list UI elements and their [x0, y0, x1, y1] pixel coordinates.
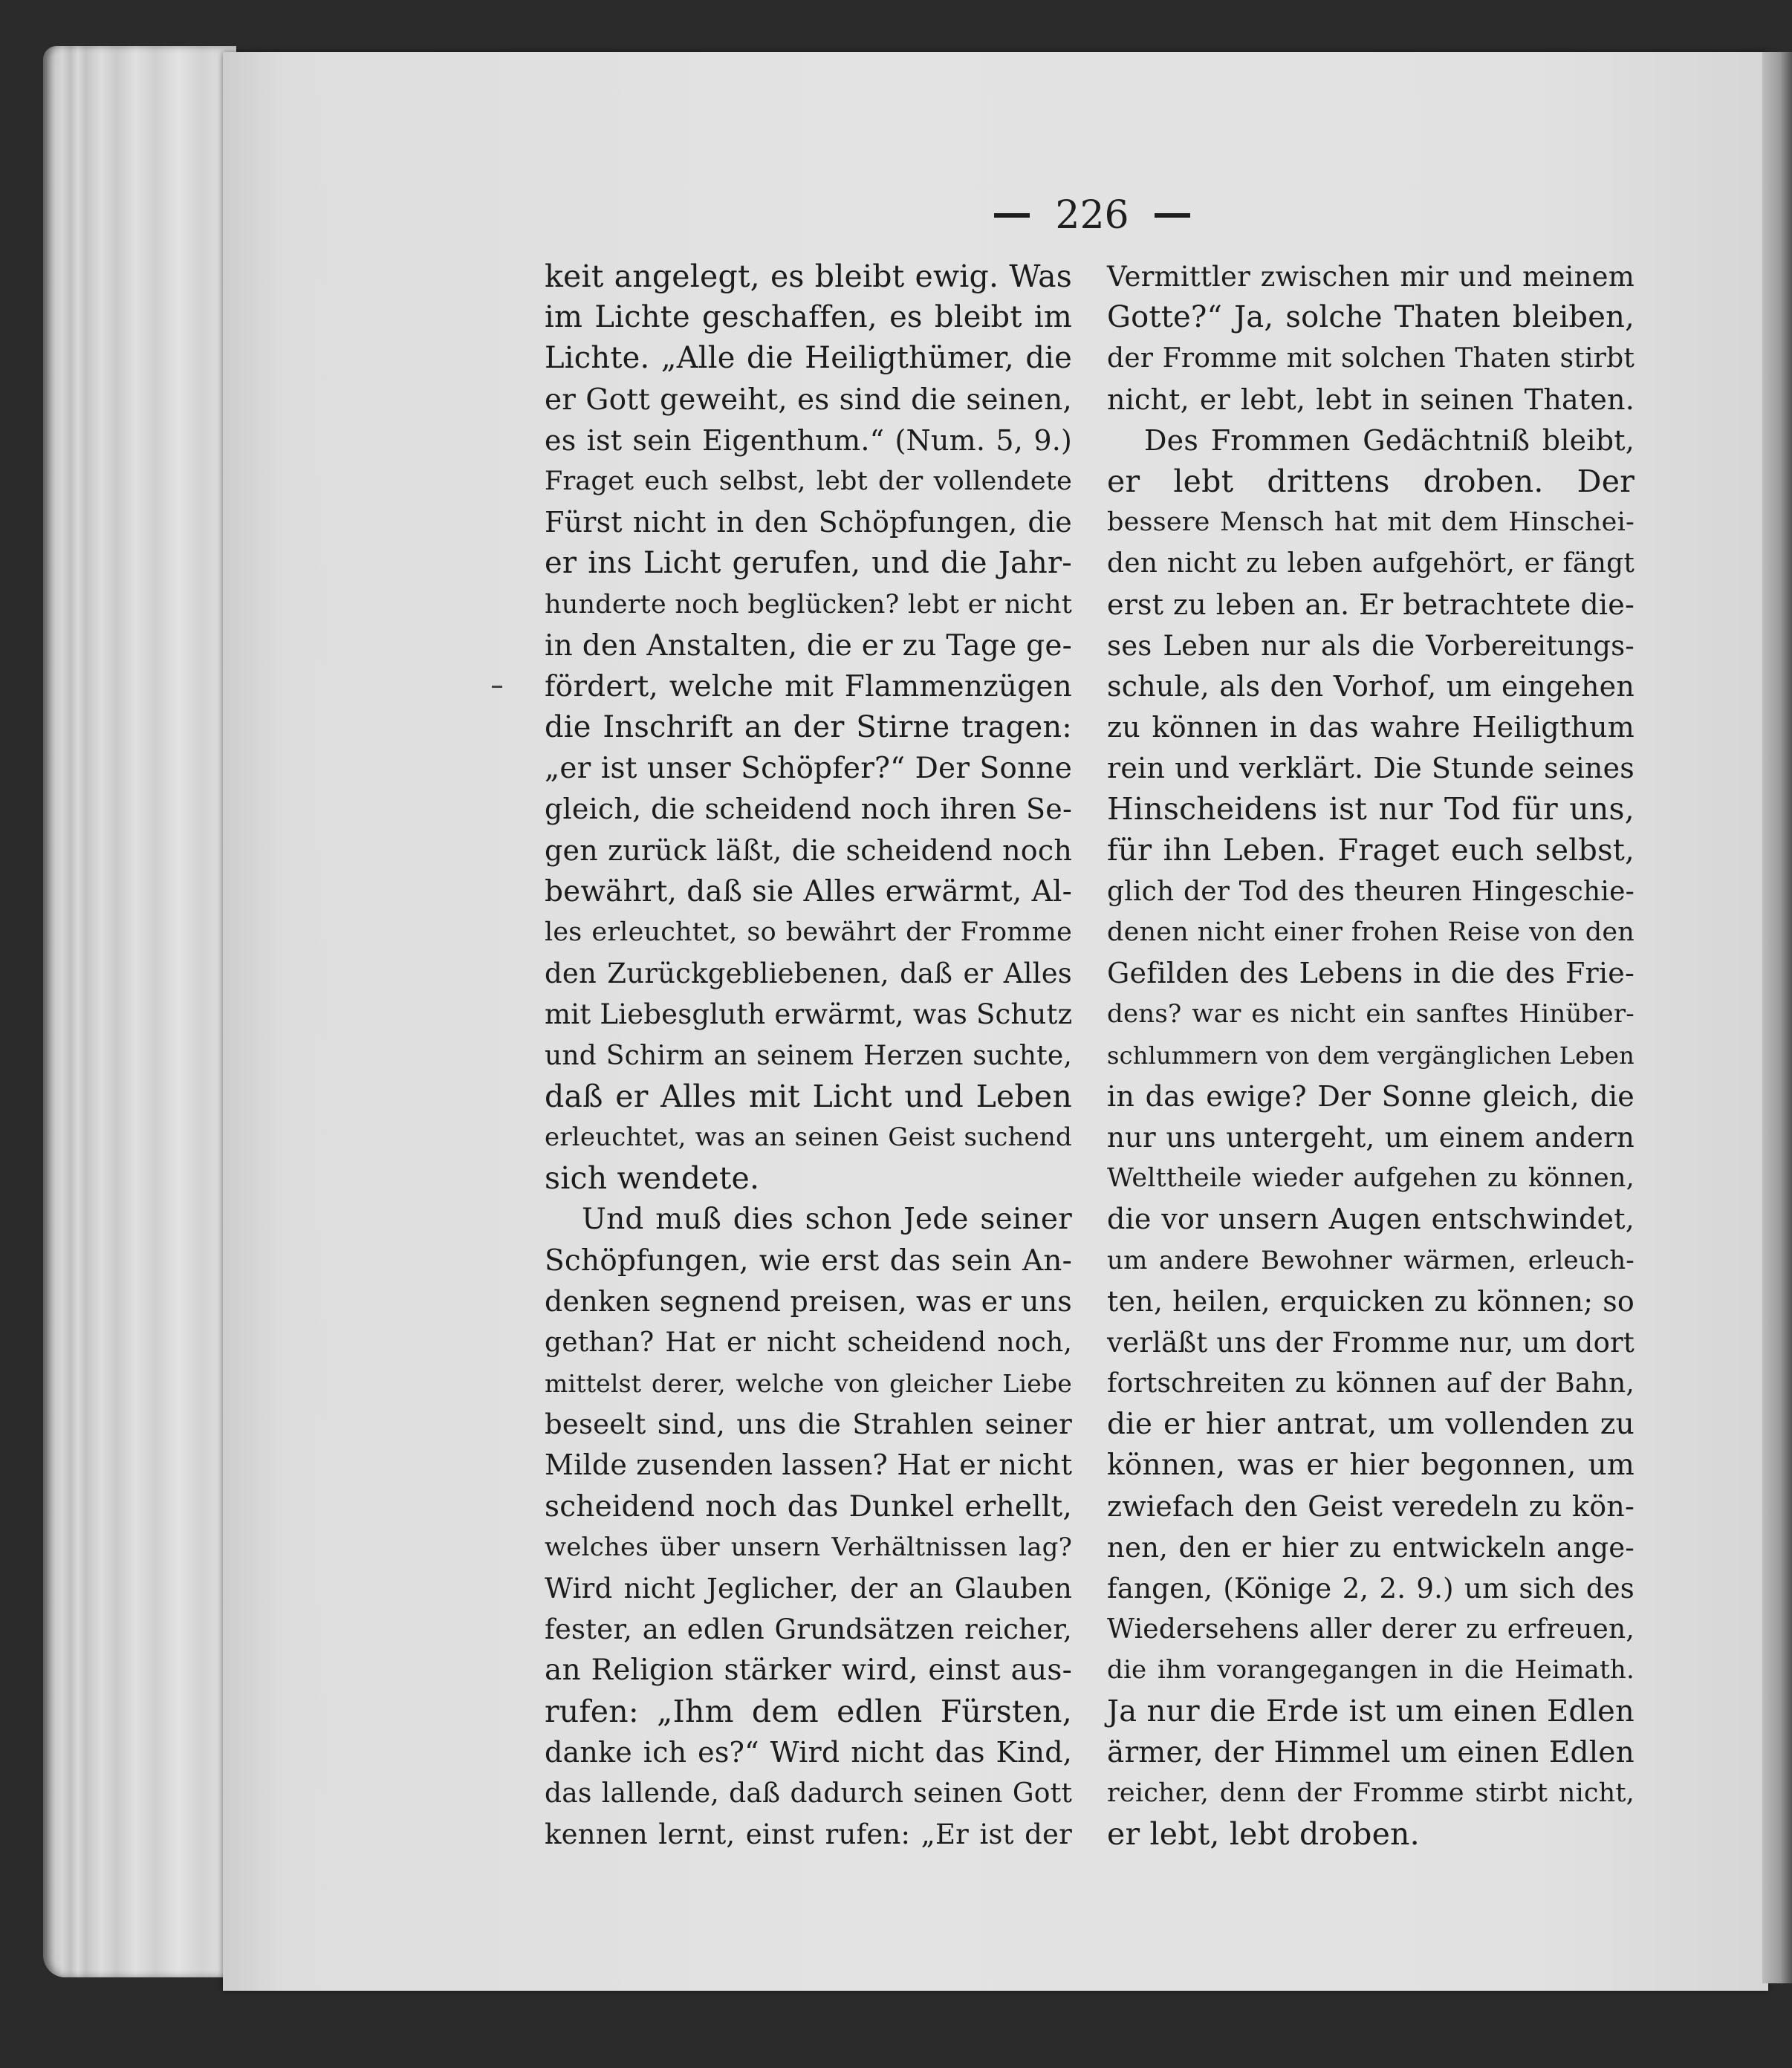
text-line: daß er Alles mit Licht und Leben [545, 1078, 1072, 1114]
text-line: rein und verklärt. Die Stunde seines [1107, 752, 1634, 785]
text-line: Schöpfungen, wie erst das sein An- [545, 1243, 1072, 1278]
text-line: die ihm vorangegangen in die Heimath. [1107, 1655, 1634, 1685]
text-line: nen, den er hier zu entwickeln ange- [1107, 1531, 1634, 1564]
page-header [973, 189, 1211, 241]
text-line: Gefilden des Lebens in die des Frie- [1107, 957, 1634, 990]
text-line: der Fromme mit solchen Thaten stirbt [1107, 343, 1634, 374]
text-line: erleuchtet, was an seinen Geist suchend [545, 1122, 1072, 1152]
text-line: hunderte noch beglücken? lebt er nicht [545, 589, 1072, 620]
text-line: er Gott geweiht, es sind die seinen, [545, 383, 1072, 417]
text-line: Fraget euch selbst, lebt der vollendete [545, 466, 1072, 496]
text-line: Lichte. „Alle die Heiligthümer, die [545, 341, 1072, 376]
text-line: Welttheile wieder aufgehen zu können, [1107, 1163, 1634, 1194]
text-line: rufen: „Ihm dem edlen Fürsten, [545, 1693, 1072, 1729]
text-line: Fürst nicht in den Schöpfungen, die [545, 506, 1072, 539]
text-line: mittelst derer, welche von gleicher Liebe [545, 1369, 1072, 1399]
text-line: im Lichte geschaffen, es bleibt im [545, 300, 1072, 335]
text-line: glich der Tod des theuren Hingeschie- [1107, 876, 1634, 907]
text-line: den Zurückgebliebenen, daß er Alles [545, 957, 1072, 990]
text-line: Ja nur die Erde ist um einen Edlen [1107, 1694, 1634, 1729]
text-line: Und muß dies schon Jede seiner [582, 1203, 1072, 1237]
text-line: gethan? Hat er nicht scheidend noch, [545, 1327, 1072, 1358]
margin-mark [492, 686, 502, 688]
text-line: schlummern von dem vergänglichen Leben [1107, 1041, 1634, 1070]
text-line: gen zurück läßt, die scheidend noch [545, 833, 1072, 867]
page-number: 226 [1055, 193, 1129, 238]
text-line: können, was er hier begonnen, um [1107, 1448, 1634, 1483]
text-line: um andere Bewohner wärmen, erleuch- [1107, 1245, 1634, 1275]
text-line: keit angelegt, es bleibt ewig. Was [545, 258, 1072, 294]
text-line: kennen lernt, einst rufen: „Er ist der [545, 1818, 1072, 1851]
text-line: les erleuchtet, so bewährt der Fromme [545, 917, 1072, 947]
text-line: fester, an edlen Grundsätzen reicher, [545, 1613, 1072, 1646]
text-line: Des Frommen Gedächtniß bleibt, [1144, 423, 1634, 457]
text-line: in das ewige? Der Sonne gleich, die [1107, 1079, 1634, 1113]
header-dash-left [994, 213, 1030, 218]
text-line: „er ist unser Schöpfer?“ Der Sonne [545, 752, 1072, 786]
text-line: dens? war es nicht ein sanftes Hinüber- [1107, 999, 1634, 1030]
text-line: Vermittler zwischen mir und meinem [1107, 261, 1634, 293]
text-line: es ist sein Eigenthum.“ (Num. 5, 9.) [545, 423, 1072, 457]
text-line: das lallende, daß dadurch seinen Gott [545, 1778, 1072, 1809]
text-line: Hinscheidens ist nur Tod für uns, [1107, 791, 1634, 827]
text-line: reicher, denn der Fromme stirbt nicht, [1107, 1778, 1634, 1808]
text-line: fördert, welche mit Flammenzügen [545, 669, 1072, 703]
text-line: und Schirm an seinem Herzen suchte, [545, 1040, 1072, 1071]
book-page-edges [43, 46, 236, 1977]
text-line: ärmer, der Himmel um einen Edlen [1107, 1735, 1634, 1769]
text-line: gleich, die scheidend noch ihren Se- [545, 793, 1072, 826]
text-line: Wiedersehens aller derer zu erfreuen, [1107, 1614, 1634, 1645]
text-line: welches über unsern Verhältnissen lag? [545, 1532, 1072, 1562]
text-line: mit Liebesgluth erwärmt, was Schutz [545, 998, 1073, 1031]
text-line: er lebt, lebt droben. [1107, 1816, 1420, 1853]
right-text-column [1107, 256, 1634, 1855]
text-line: bewährt, daß sie Alles erwärmt, Al- [545, 874, 1072, 908]
text-line: nicht, er lebt, lebt in seinen Thaten. [1107, 383, 1634, 416]
text-line: verläßt uns der Fromme nur, um dort [1107, 1326, 1634, 1359]
text-line: in den Anstalten, die er zu Tage ge- [545, 628, 1072, 663]
text-line: beseelt sind, uns die Strahlen seiner [545, 1408, 1072, 1441]
text-line: danke ich es?“ Wird nicht das Kind, [545, 1735, 1072, 1769]
text-line: für ihn Leben. Fraget euch selbst, [1107, 833, 1634, 868]
text-line: erst zu leben an. Er betrachtete die- [1107, 588, 1634, 621]
text-line: fortschreiten zu können auf der Bahn, [1107, 1368, 1634, 1399]
text-line: Wird nicht Jeglicher, der an Glauben [545, 1573, 1072, 1604]
text-line: denken segnend preisen, was er uns [545, 1284, 1073, 1318]
text-line: an Religion stärker wird, einst aus- [545, 1654, 1072, 1688]
header-dash-right [1155, 213, 1190, 218]
text-line: er ins Licht gerufen, und die Jahr- [545, 546, 1072, 581]
text-line: zwiefach den Geist veredeln zu kön- [1107, 1489, 1634, 1523]
text-line: bessere Mensch hat mit dem Hinschei- [1107, 507, 1634, 538]
text-line: die Inschrift an der Stirne tragen: [545, 710, 1072, 745]
text-line: sich wendete. [545, 1160, 760, 1197]
text-line: fangen, (Könige 2, 2. 9.) um sich des [1107, 1573, 1634, 1604]
text-line: zu können in das wahre Heiligthum [1107, 711, 1634, 744]
text-line: ses Leben nur als die Vorbereitungs- [1107, 629, 1634, 662]
text-line: schule, als den Vorhof, um eingehen [1107, 669, 1634, 703]
text-line: nur uns untergeht, um einem andern [1107, 1121, 1634, 1154]
text-line: er lebt drittens droben. Der [1107, 463, 1634, 499]
text-line: Gotte?“ Ja, solche Thaten bleiben, [1107, 300, 1634, 335]
text-line: Milde zusenden lassen? Hat er nicht [545, 1448, 1073, 1482]
book-right-edge [1762, 52, 1792, 1983]
left-text-column [545, 256, 1072, 1855]
text-line: denen nicht einer frohen Reise von den [1107, 917, 1634, 947]
text-line: die er hier antrat, um vollenden zu [1107, 1408, 1634, 1442]
text-line: die vor unsern Augen entschwindet, [1107, 1203, 1634, 1236]
text-line: ten, heilen, erquicken zu können; so [1107, 1284, 1634, 1318]
text-line: den nicht zu leben aufgehört, er fängt [1107, 548, 1634, 579]
text-line: scheidend noch das Dunkel erhellt, [545, 1489, 1072, 1524]
